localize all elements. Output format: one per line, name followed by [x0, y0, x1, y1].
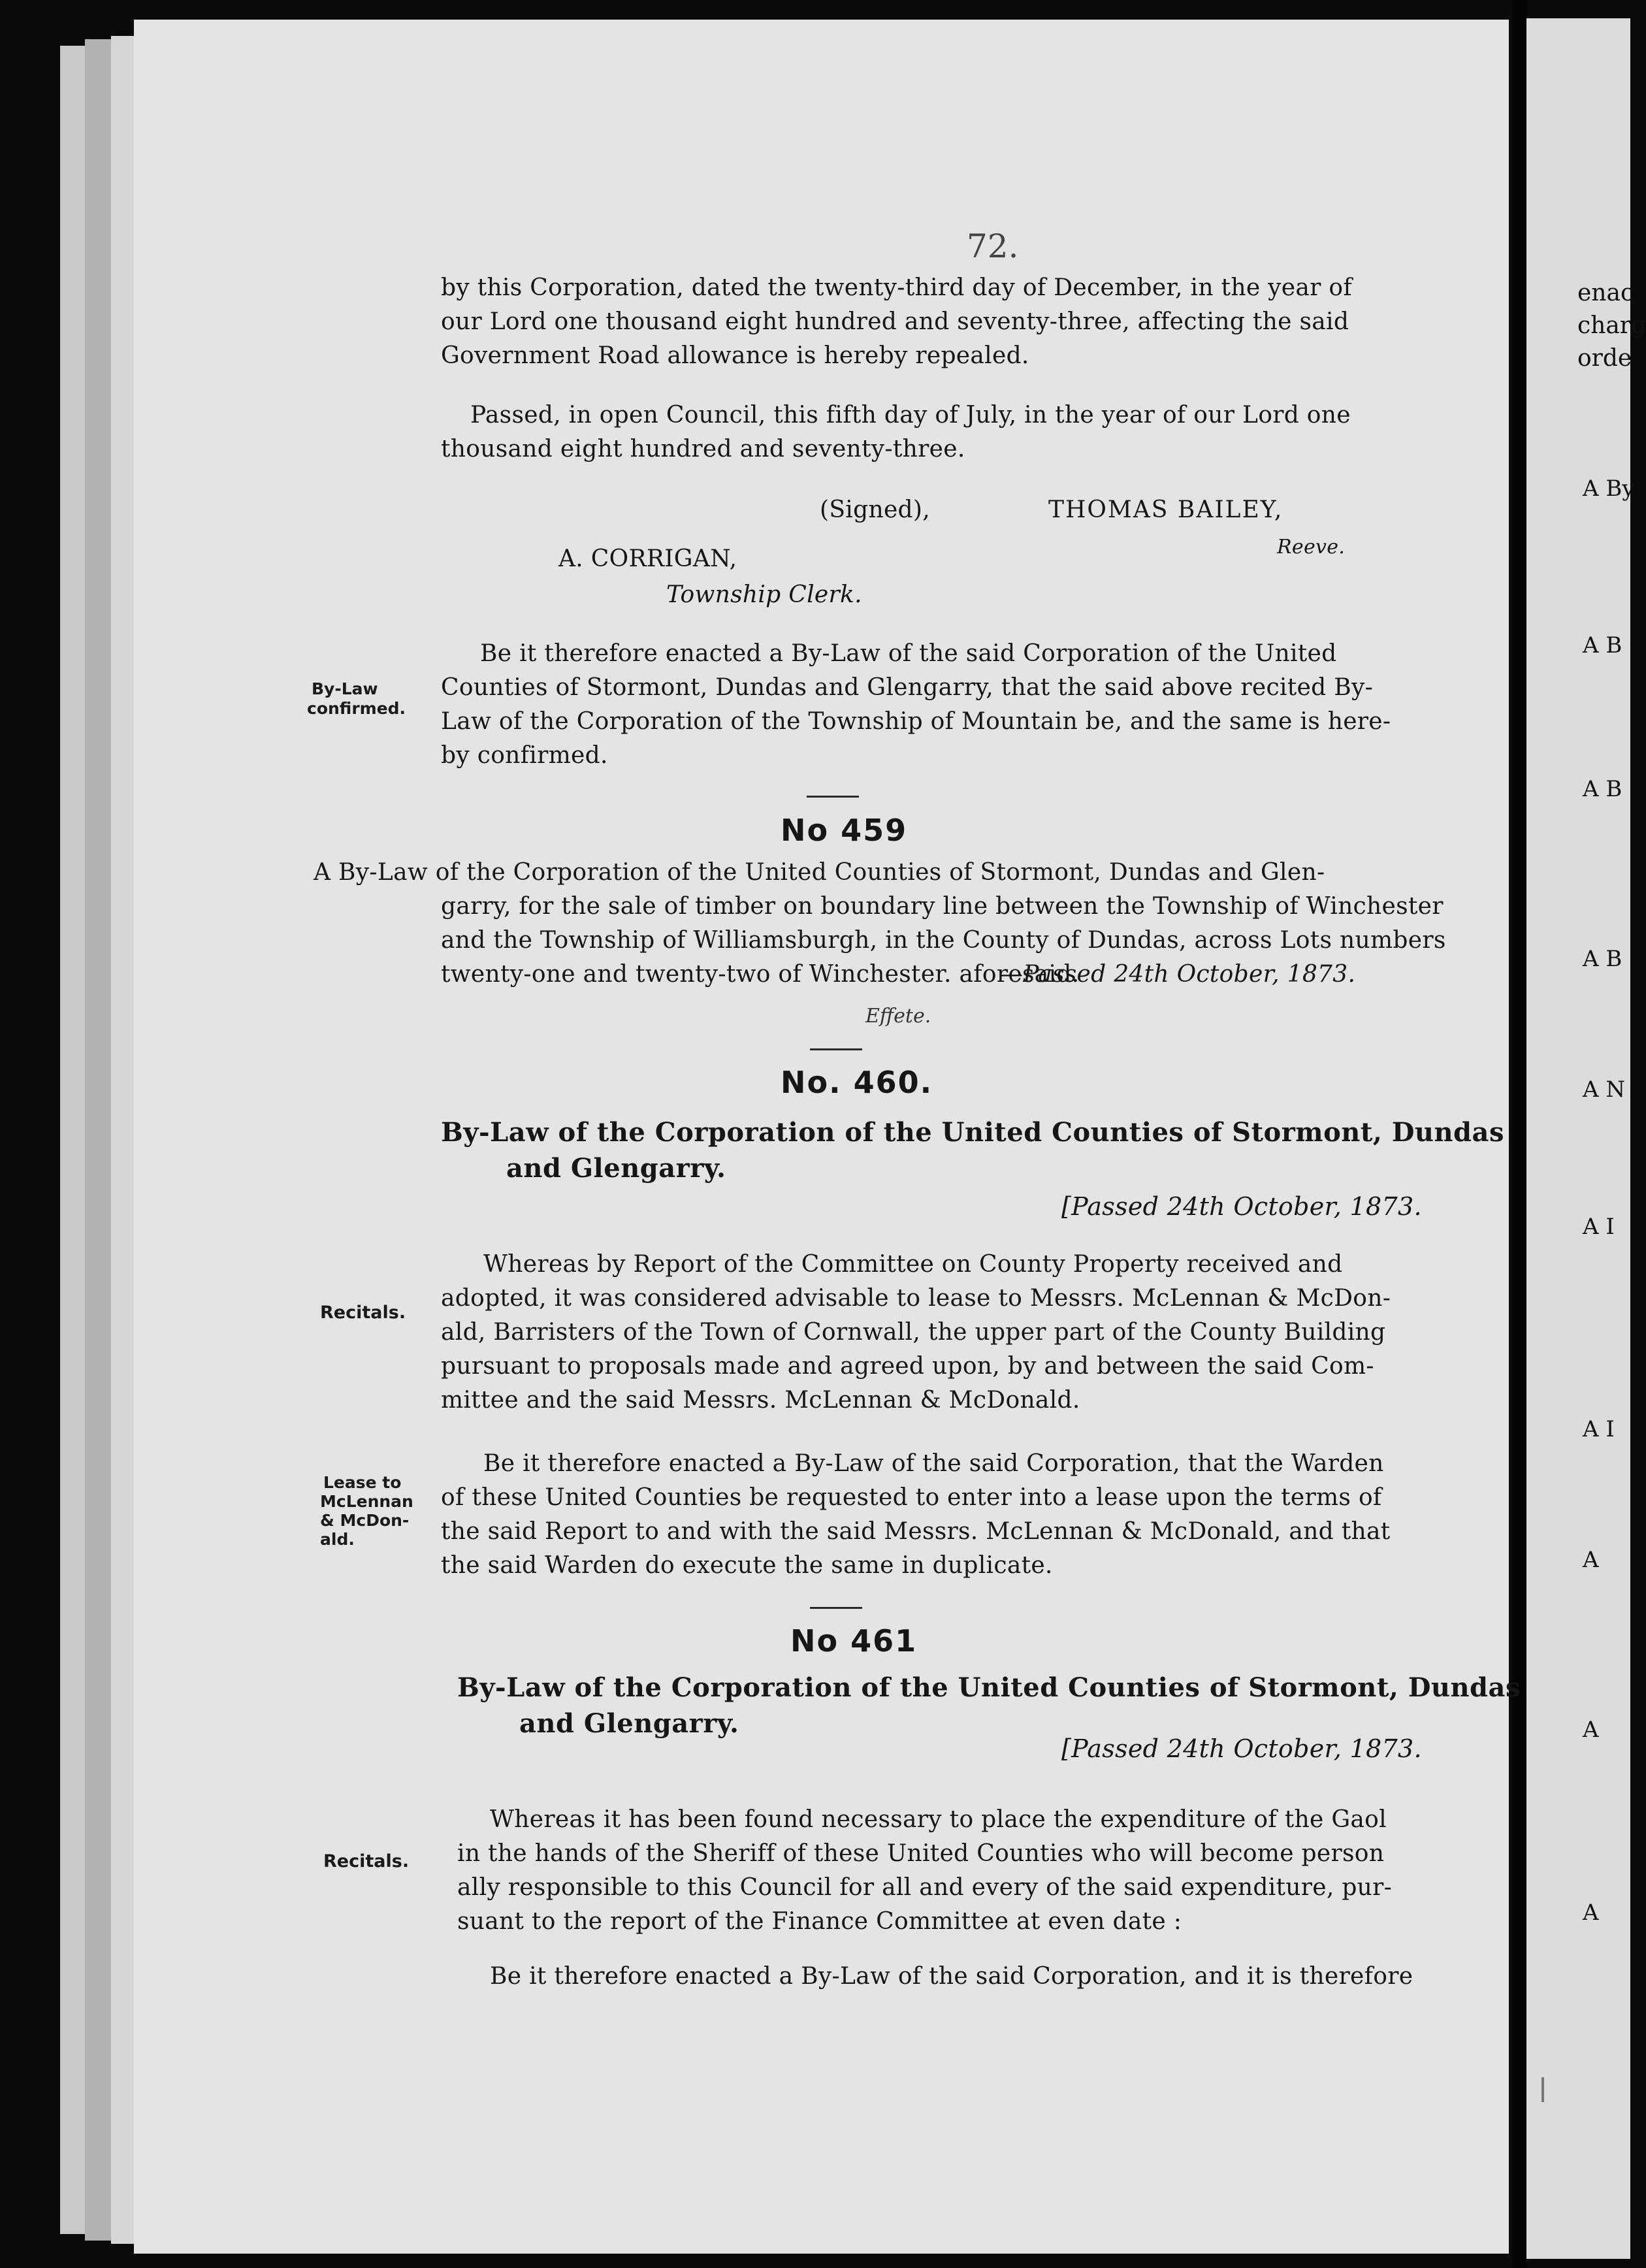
facing-margin: A I	[1583, 1214, 1615, 1240]
bylaw-title: By-Law of the Corporation of the United Counties of Stormont, Dundas	[441, 1117, 1504, 1148]
body-line: Be it therefore enacted a By-Law of the said Corporation of the United	[480, 640, 1337, 667]
clerk-title: Township Clerk.	[666, 581, 862, 608]
facing-margin: A N	[1583, 1077, 1626, 1103]
body-line: pursuant to proposals made and agreed upon, by and between the said Com-	[441, 1353, 1374, 1380]
body-line: Whereas it has been found necessary to place the expenditure of the Gaol	[490, 1806, 1387, 1833]
body-line: of these United Counties be requested to enter into a lease upon the terms of	[441, 1484, 1382, 1511]
body-line: by confirmed.	[441, 742, 608, 769]
page-number: 72.	[967, 227, 1019, 265]
body-line: our Lord one thousand eight hundred and seventy-three, affecting the said	[441, 308, 1349, 335]
side-note: ald.	[320, 1530, 355, 1549]
body-line: A By-Law of the Corporation of the United Counties of Stormont, Dundas and Glen-	[314, 859, 1325, 886]
passed-date: —Passed 24th October, 1873.	[999, 961, 1356, 988]
bylaw-number: No 461	[790, 1623, 918, 1659]
passed-date: [Passed 24th October, 1873.	[1061, 1192, 1422, 1221]
body-line: the said Report to and with the said Messrs. McLennan & McDonald, and that	[441, 1518, 1391, 1545]
facing-text: orde	[1577, 345, 1632, 372]
handwritten-note: Effete.	[865, 1005, 931, 1028]
body-line: Law of the Corporation of the Township of Mountain be, and the same is here-	[441, 708, 1391, 735]
side-note: confirmed.	[307, 699, 406, 718]
side-note: Lease to	[323, 1473, 402, 1492]
facing-text: enac	[1577, 280, 1634, 306]
body-line: adopted, it was considered advisable to lease to Messrs. McLennan & McDon-	[441, 1285, 1391, 1312]
facing-margin: A	[1583, 1547, 1599, 1573]
pencil-mark	[1541, 2077, 1544, 2102]
facing-margin: A I	[1583, 1416, 1615, 1442]
facing-page	[1526, 18, 1646, 2259]
bylaw-title: By-Law of the Corporation of the United Counties of Stormont, Dundas	[457, 1672, 1521, 1703]
facing-margin: A B	[1583, 632, 1622, 658]
body-line: suant to the report of the Finance Committee at even date :	[457, 1908, 1182, 1935]
bylaw-number: No. 460.	[781, 1065, 933, 1100]
body-line: Be it therefore enacted a By-Law of the said Corporation, and it is therefore	[490, 1963, 1413, 1990]
facing-margin: A B	[1583, 776, 1622, 802]
body-line: twenty-one and twenty-two of Winchester. aforesaid.	[441, 961, 1080, 988]
body-line: ald, Barristers of the Town of Cornwall, the upper part of the County Building	[441, 1319, 1386, 1346]
body-line: Whereas by Report of the Committee on County Property received and	[483, 1251, 1343, 1278]
bylaw-number: No 459	[781, 813, 908, 848]
signed-label: (Signed),	[820, 496, 930, 523]
body-line: the said Warden do execute the same in duplicate.	[441, 1552, 1053, 1579]
side-note: & McDon-	[320, 1511, 410, 1530]
body-line: Passed, in open Council, this fifth day of July, in the year of our Lord one	[470, 402, 1351, 429]
body-line: thousand eight hundred and seventy-three.	[441, 436, 965, 462]
body-line: garry, for the sale of timber on boundary line between the Township of Winchester	[441, 893, 1444, 920]
facing-margin: A	[1583, 1900, 1599, 1926]
facing-margin: A By	[1583, 476, 1635, 502]
body-line: Counties of Stormont, Dundas and Glengarry, that the said above recited By-	[441, 674, 1374, 701]
bylaw-title: and Glengarry.	[506, 1153, 726, 1184]
document-page	[134, 20, 1521, 2254]
body-line: by this Corporation, dated the twenty-third day of December, in the year of	[441, 274, 1353, 301]
body-line: mittee and the said Messrs. McLennan & McDonald.	[441, 1387, 1080, 1414]
book-gutter	[1512, 0, 1526, 2268]
reeve-name: THOMAS BAILEY,	[1048, 496, 1283, 523]
bylaw-title: and Glengarry.	[519, 1708, 739, 1739]
body-line: and the Township of Williamsburgh, in the County of Dundas, across Lots numbers	[441, 927, 1446, 954]
side-note: McLennan	[320, 1492, 413, 1511]
facing-margin: A B	[1583, 946, 1622, 972]
body-line: ally responsible to this Council for all and every of the said expenditure, pur-	[457, 1874, 1393, 1901]
facing-text: charg	[1577, 312, 1646, 339]
body-line: Be it therefore enacted a By-Law of the said Corporation, that the Warden	[483, 1450, 1384, 1477]
passed-date: [Passed 24th October, 1873.	[1061, 1734, 1422, 1763]
section-rule	[810, 1607, 862, 1609]
section-rule	[807, 796, 859, 798]
side-note: Recitals.	[323, 1851, 410, 1871]
reeve-title: Reeve.	[1277, 536, 1346, 559]
body-line: in the hands of the Sheriff of these United Counties who will become person	[457, 1840, 1385, 1867]
side-note: Recitals.	[320, 1303, 406, 1323]
side-note: By-Law	[312, 679, 378, 698]
body-line: Government Road allowance is hereby repealed.	[441, 342, 1029, 369]
facing-margin: A	[1583, 1717, 1599, 1743]
clerk-name: A. CORRIGAN,	[558, 545, 737, 572]
section-rule	[810, 1048, 862, 1050]
